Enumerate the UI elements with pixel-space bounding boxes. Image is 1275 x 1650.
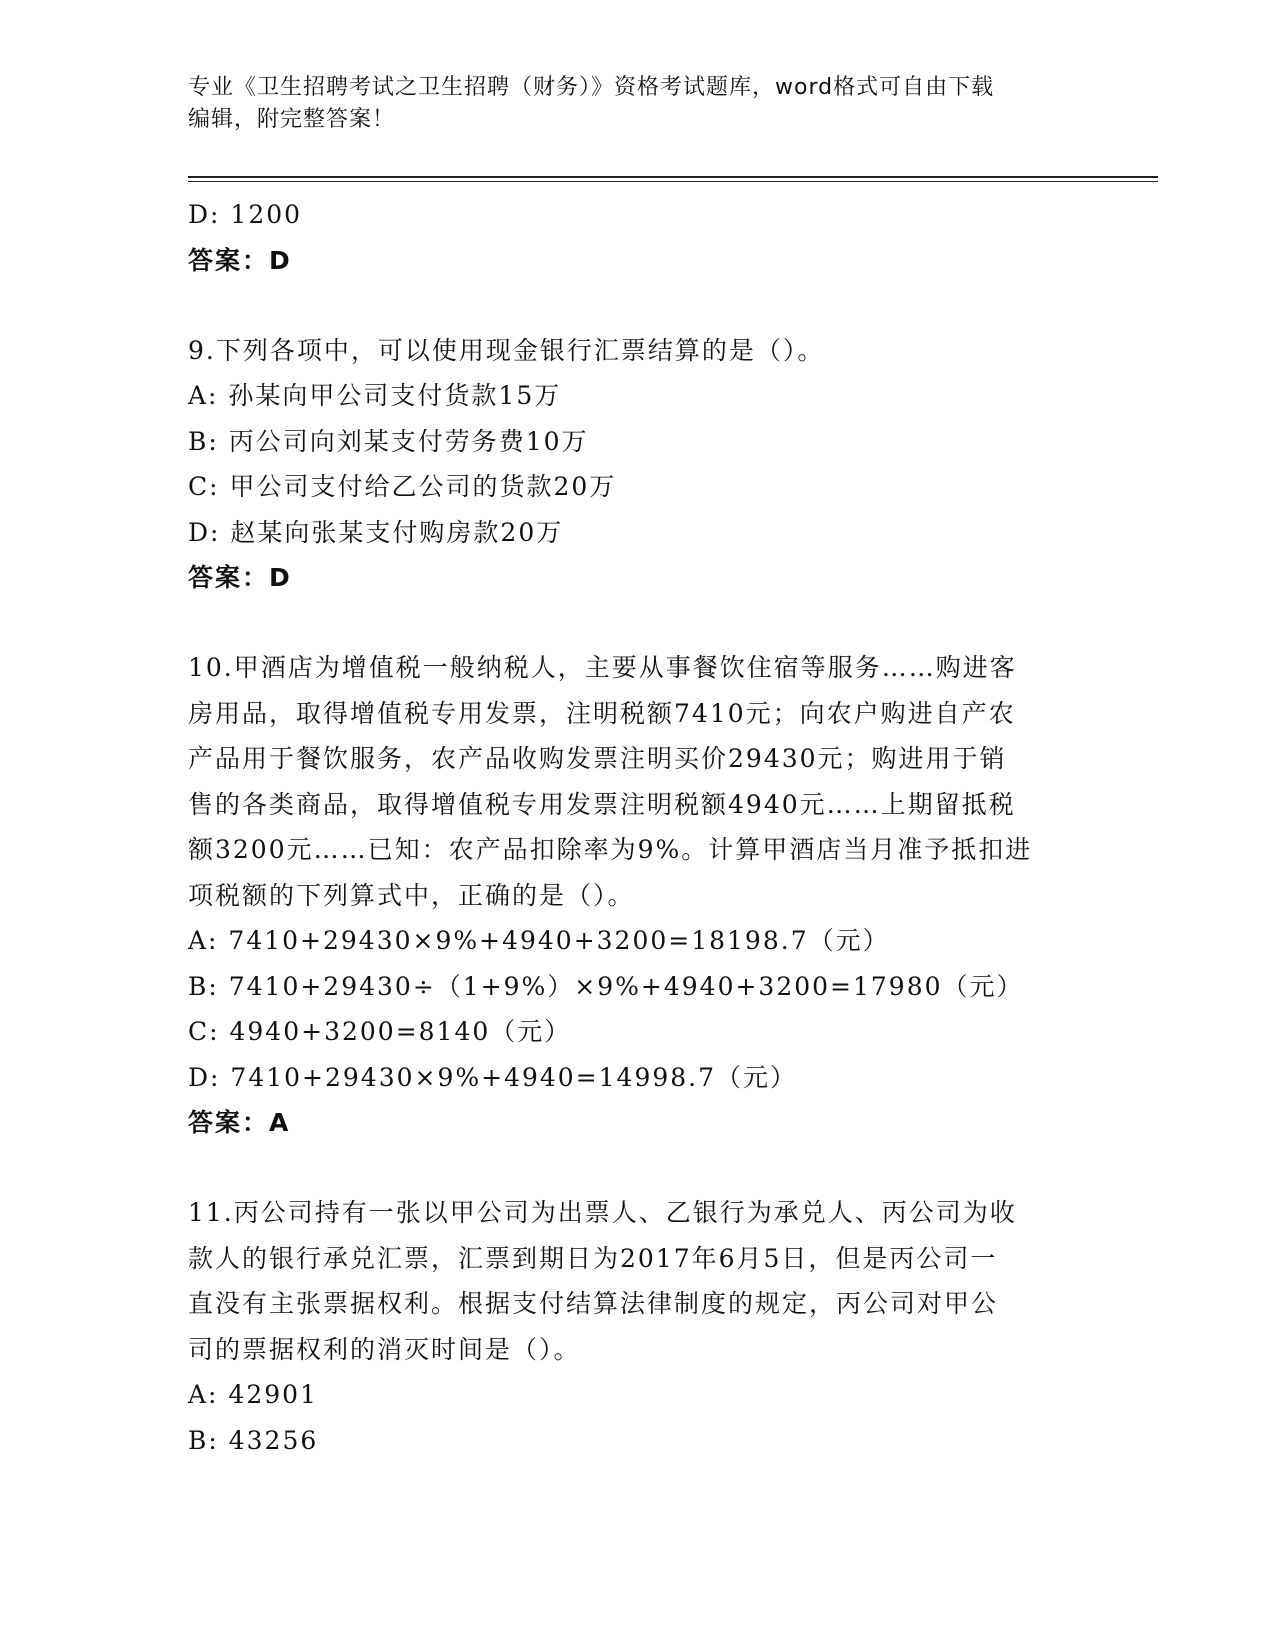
header-line-1: 专业《卫生招聘考试之卫生招聘（财务）》资格考试题库，word格式可自由下载 <box>188 75 995 100</box>
option-d: D: 1200 <box>188 200 303 229</box>
question-gap <box>188 1146 1088 1190</box>
answer-label: 答案：D <box>188 245 292 275</box>
answer-label: 答案：A <box>188 1108 291 1137</box>
prev-question <box>188 192 1088 284</box>
stem-line: 直没有主张票据权利。根据支付结算法律制度的规定，丙公司对甲公 <box>188 1289 999 1318</box>
question-stem: 9.下列各项中，可以使用现金银行汇票结算的是（）。 <box>188 335 825 365</box>
option-a: A: 42901 <box>188 1380 318 1409</box>
question-gap <box>188 284 1088 328</box>
option-b: B: 43256 <box>188 1425 319 1455</box>
option-c: C: 甲公司支付给乙公司的货款20万 <box>188 472 617 501</box>
header-line-2: 编辑，附完整答案！ <box>188 107 396 132</box>
header-rule-thin <box>188 181 1158 182</box>
option-d: D: 赵某向张某支付购房款20万 <box>188 517 564 547</box>
option-d: D: 7410+29430×9%+4940=14998.7（元） <box>188 1062 798 1092</box>
question-gap <box>188 601 1088 645</box>
answer-label: 答案：D <box>188 563 292 592</box>
stem-line: 项税额的下列算式中，正确的是（）。 <box>188 880 635 910</box>
option-a: A: 7410+29430×9%+4940+3200=18198.7（元） <box>188 926 890 955</box>
document-body <box>188 192 1088 1463</box>
question-9 <box>188 328 1088 602</box>
stem-line: 售的各类商品，取得增值税专用发票注明税额4940元……上期留抵税 <box>188 789 1016 819</box>
question-stem <box>188 645 1088 918</box>
question-10 <box>188 645 1088 1146</box>
stem-line: 10.甲酒店为增值税一般纳税人，主要从事餐饮住宿等服务……购进客 <box>188 653 1017 682</box>
header-rule-thick <box>188 176 1158 178</box>
stem-line: 房用品，取得增值税专用发票，注明税额7410元；向农户购进自产农 <box>188 698 1016 728</box>
stem-line: 款人的银行承兑汇票，汇票到期日为2017年6月5日，但是丙公司一 <box>188 1243 998 1273</box>
stem-line: 额3200元……已知：农产品扣除率为9%。计算甲酒店当月准予抵扣进 <box>188 835 1033 864</box>
option-b: B: 丙公司向刘某支付劳务费10万 <box>188 426 589 456</box>
stem-line: 11.丙公司持有一张以甲公司为出票人、乙银行为承兑人、丙公司为收 <box>188 1198 1017 1227</box>
document-header <box>188 72 1088 136</box>
option-c: C: 4940+3200=8140（元） <box>188 1017 572 1046</box>
stem-line: 司的票据权利的消灭时间是（）。 <box>188 1334 581 1364</box>
option-a: A: 孙某向甲公司支付货款15万 <box>188 381 562 410</box>
question-stem <box>188 1190 1088 1372</box>
option-b: B: 7410+29430÷（1+9%）×9%+4940+3200=17980（元） <box>188 971 1024 1001</box>
stem-line: 产品用于餐饮服务，农产品收购发票注明买价29430元；购进用于销 <box>188 744 1007 773</box>
question-11 <box>188 1190 1088 1463</box>
